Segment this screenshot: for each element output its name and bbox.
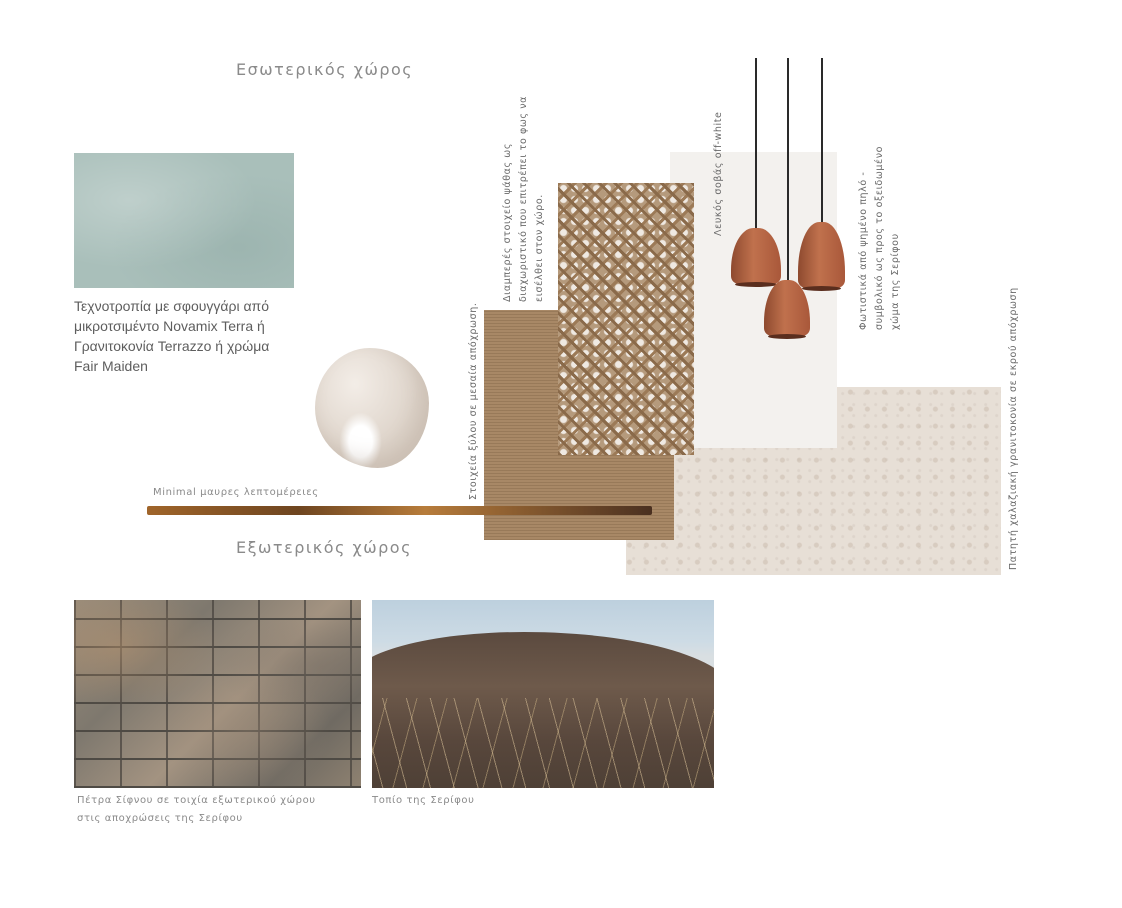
black-details-label: Minimal μαυρες λεπτομέρειες (153, 487, 319, 498)
woven-screen-label (500, 96, 548, 302)
plaster-label: Λευκός σοβάς off-white (713, 111, 724, 236)
metal-detail-bar (147, 506, 652, 515)
wall-finish-swatch (74, 153, 294, 288)
exterior-heading: Εξωτερικός χώρος (236, 538, 412, 557)
lamp-cord (821, 58, 823, 226)
woven-screen-line: εισέλθει στον χώρο. (534, 194, 545, 302)
clay-pendant-lamp (798, 222, 845, 288)
lighting-line: συμβολικό ως προς το οξειδωμένο (874, 145, 885, 330)
lamp-cord (755, 58, 757, 236)
stone-wall-photo (74, 600, 361, 788)
wall-finish-line: Fair Maiden (74, 358, 148, 374)
wood-label: Στοιχεία ξύλου σε μεσαία απόχρωση. (468, 302, 479, 500)
lighting-label (856, 146, 904, 330)
stone-caption (77, 792, 316, 828)
wall-finish-caption (74, 296, 314, 376)
lighting-line: Φωτιστικά από ψημένο πηλό - (858, 171, 869, 330)
dry-grass (372, 698, 714, 788)
floor-label: Πατητή χαλαζιακή γρανιτοκονία σε εκρού απόχρωση (1008, 287, 1019, 570)
wall-finish-line: Γρανιτοκονία Terrazzo ή χρώμα (74, 338, 270, 354)
paint-sample (315, 348, 429, 468)
stone-caption-line: στις αποχρώσεις της Σερίφου (77, 813, 243, 824)
wall-finish-line: μικροτσιμέντο Novamix Terra ή (74, 318, 265, 334)
woven-screen-line: Διαμπερές στοιχείο ψάθας ως (502, 142, 513, 302)
interior-heading: Εσωτερικός χώρος (236, 60, 414, 79)
woven-screen-line: διαχωριστικό που επιτρέπει το φως να (518, 96, 529, 302)
lighting-line: χώμα της Σερίφου (890, 233, 901, 330)
wall-finish-line: Τεχνοτροπία με σφουγγάρι από (74, 298, 269, 314)
landscape-photo (372, 600, 714, 788)
lamp-cord (787, 58, 789, 284)
landscape-caption: Τοπίο της Σερίφου (372, 795, 475, 806)
woven-screen-swatch (558, 183, 694, 455)
plaster-swatch (670, 152, 837, 448)
stone-caption-line: Πέτρα Σίφνου σε τοιχία εξωτερικού χώρου (77, 795, 316, 806)
